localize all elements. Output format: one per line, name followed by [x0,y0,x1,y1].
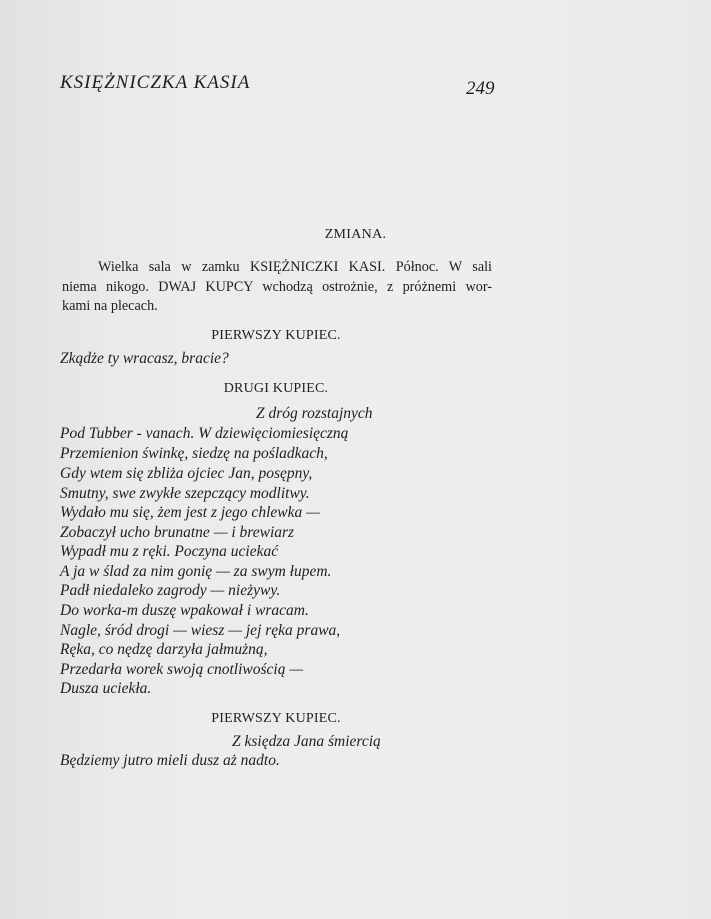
verse-line: A ja w ślad za nim gonię — za swym łupem. [60,563,332,580]
verse-line: Przemienion świnkę, siedzę na pośladkach, [60,445,328,462]
running-title: KSIĘŻNICZKA KASIA [60,72,251,93]
stage-direction-line: kami na plecach. [62,298,158,314]
verse-line: Zobaczył ucho brunatne — i brewiarz [60,524,295,541]
speaker-name: DRUGI KUPIEC. [223,381,329,396]
verse-line: Z księdza Jana śmiercią [232,733,381,750]
verse-line: Pod Tubber - vanach. W dziewięciomiesięczną [60,425,349,442]
page-number: 249 [466,78,495,99]
verse-line: Do worka-m duszę wpakował i wracam. [60,602,309,619]
verse-line: Wypadł mu z ręki. Poczyna uciekać [60,543,279,560]
verse-line: Padł niedaleko zagrody — nieżywy. [60,582,281,599]
verse-line: Przedarła worek swoją cnotliwością — [60,661,304,678]
scene-heading: ZMIANA. [324,227,387,242]
speaker-name: PIERWSZY KUPIEC. [211,328,341,343]
verse-line: Smutny, swe zwykłe szepczący modlitwy. [60,485,310,502]
stage-direction-line: niema nikogo. DWAJ KUPCY wchodzą ostrożnie, z próżnemi wor- [62,278,492,295]
verse-line: Wydało mu się, żem jest z jego chlewka — [60,504,320,521]
verse-line: Nagle, śród drogi — wiesz — jej ręka prawa, [60,622,341,639]
speaker-name: PIERWSZY KUPIEC. [211,711,341,726]
verse-line: Będziemy jutro mieli dusz aż nadto. [60,752,280,769]
verse-line: Zkądże ty wracasz, bracie? [60,350,229,367]
verse-line: Dusza uciekła. [60,680,152,697]
verse-line: Ręka, co nędzę darzyła jałmużną, [60,641,268,658]
stage-direction-line: Wielka sala w zamku KSIĘŻNICZKI KASI. Północ. W sali [98,259,492,275]
stage-direction [62,258,492,317]
verse-line: Gdy wtem się zbliża ojciec Jan, posępny, [60,465,313,482]
verse-line: Z dróg rozstajnych [256,405,373,422]
